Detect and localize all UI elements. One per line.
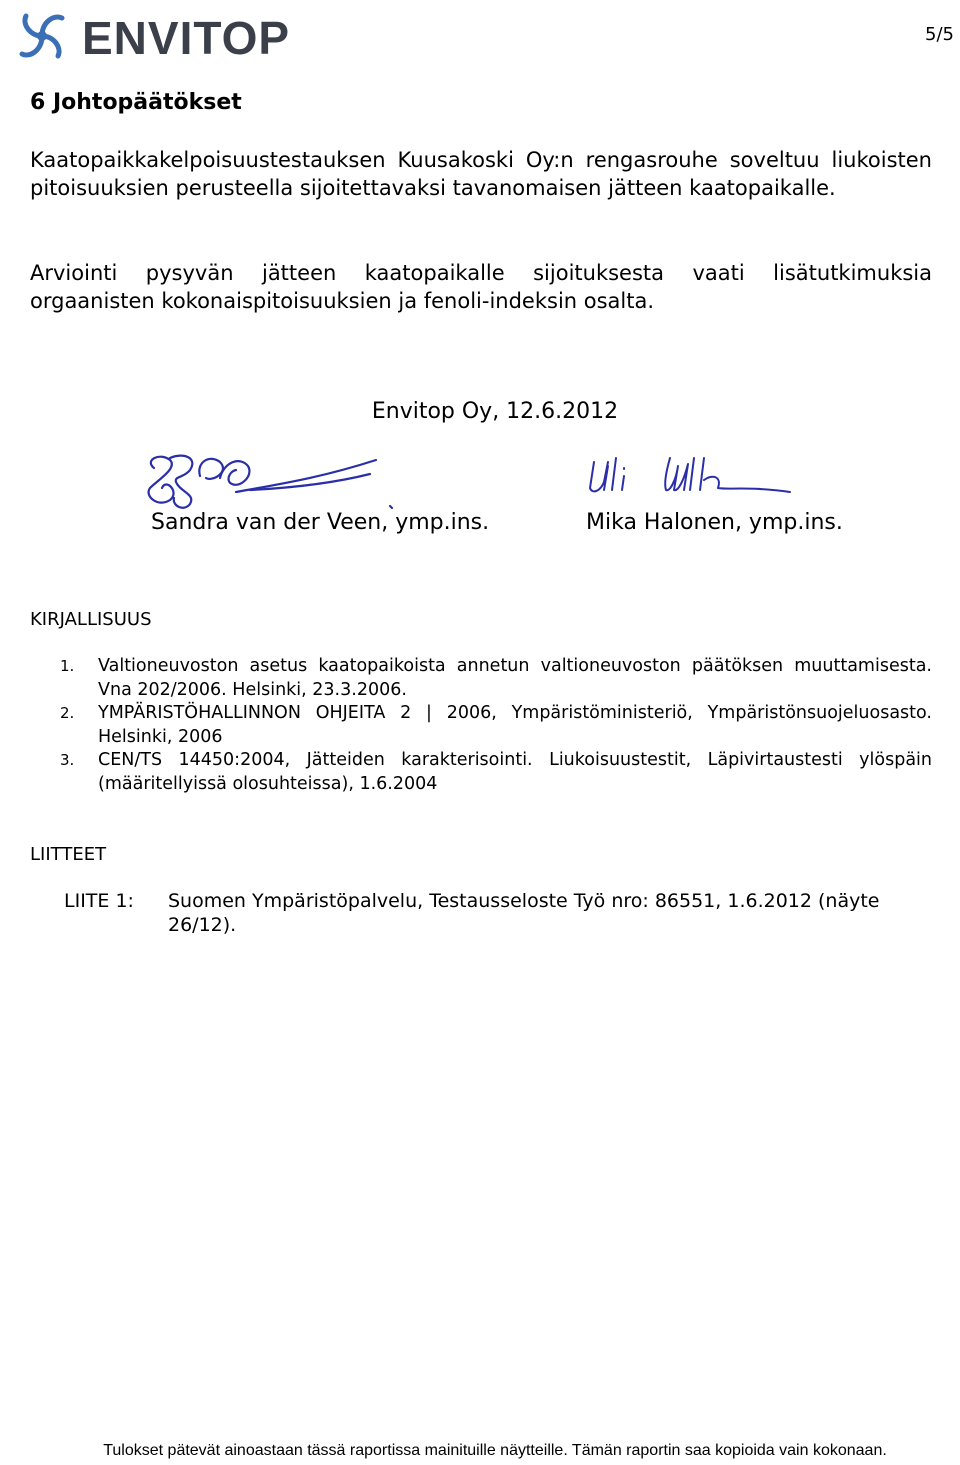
conclusion-paragraph-2: Arviointi pysyvän jätteen kaatopaikalle sijoituksesta vaati lisätutkimuksia orgaanisten kokonaispitoisuuksien ja fenoli-indeksin osalta. bbox=[30, 261, 932, 313]
signer-2-name: Mika Halonen, ymp.ins. bbox=[586, 510, 843, 535]
references-title: KIRJALLISUUS bbox=[30, 609, 152, 630]
reference-number: 2. bbox=[60, 704, 75, 722]
references-list bbox=[60, 655, 932, 796]
footer-disclaimer: Tulokset pätevät ainoastaan tässä raportissa mainituille näytteille. Tämän raportin saa kopioida vain kokonaan. bbox=[103, 1442, 887, 1459]
list-item bbox=[60, 655, 932, 702]
logo-emblem-icon bbox=[2, 4, 82, 68]
reference-text: CEN/TS 14450:2004, Jätteiden karakterisointi. Liukoisuustestit, Läpivirtaustesti ylöspäin (määritellyissä olosuhteissa), 1.6.2004 bbox=[98, 750, 932, 794]
reference-text: YMPÄRISTÖHALLINNON OHJEITA 2 | 2006, Ympäristöministeriö, Ympäristönsuojeluosasto. Helsinki, 2006 bbox=[98, 703, 932, 747]
appendix-label: LIITE 1: bbox=[64, 890, 134, 912]
appendices-title: LIITTEET bbox=[30, 844, 107, 865]
logo-text: ENVITOP bbox=[82, 12, 291, 64]
conclusion-paragraph-1: Kaatopaikkakelpoisuustestauksen Kuusakoski Oy:n rengasrouhe soveltuu liukoisten pitoisuuksien perusteella sijoitettavaksi tavanomaisen jätteen kaatopaikalle. bbox=[30, 148, 932, 200]
list-item bbox=[60, 749, 932, 796]
signature-sandra-image bbox=[140, 448, 400, 514]
signature-mika-image bbox=[586, 452, 806, 500]
reference-text: Valtioneuvoston asetus kaatopaikoista annetun valtioneuvoston päätöksen muuttamisesta. Vna 202/2006. Helsinki, 23.3.2006. bbox=[98, 656, 932, 700]
appendix-text: Suomen Ympäristöpalvelu, Testausseloste Työ nro: 86551, 1.6.2012 (näyte 26/12). bbox=[168, 890, 880, 936]
page-number: 5/5 bbox=[925, 24, 954, 45]
section-heading: 6 Johtopäätökset bbox=[30, 90, 242, 115]
list-item bbox=[60, 702, 932, 749]
company-logo bbox=[2, 4, 302, 68]
signer-1-name: Sandra van der Veen, ymp.ins. bbox=[151, 510, 490, 535]
reference-number: 1. bbox=[60, 657, 75, 675]
reference-number: 3. bbox=[60, 751, 75, 769]
signature-date-line: Envitop Oy, 12.6.2012 bbox=[371, 399, 619, 424]
